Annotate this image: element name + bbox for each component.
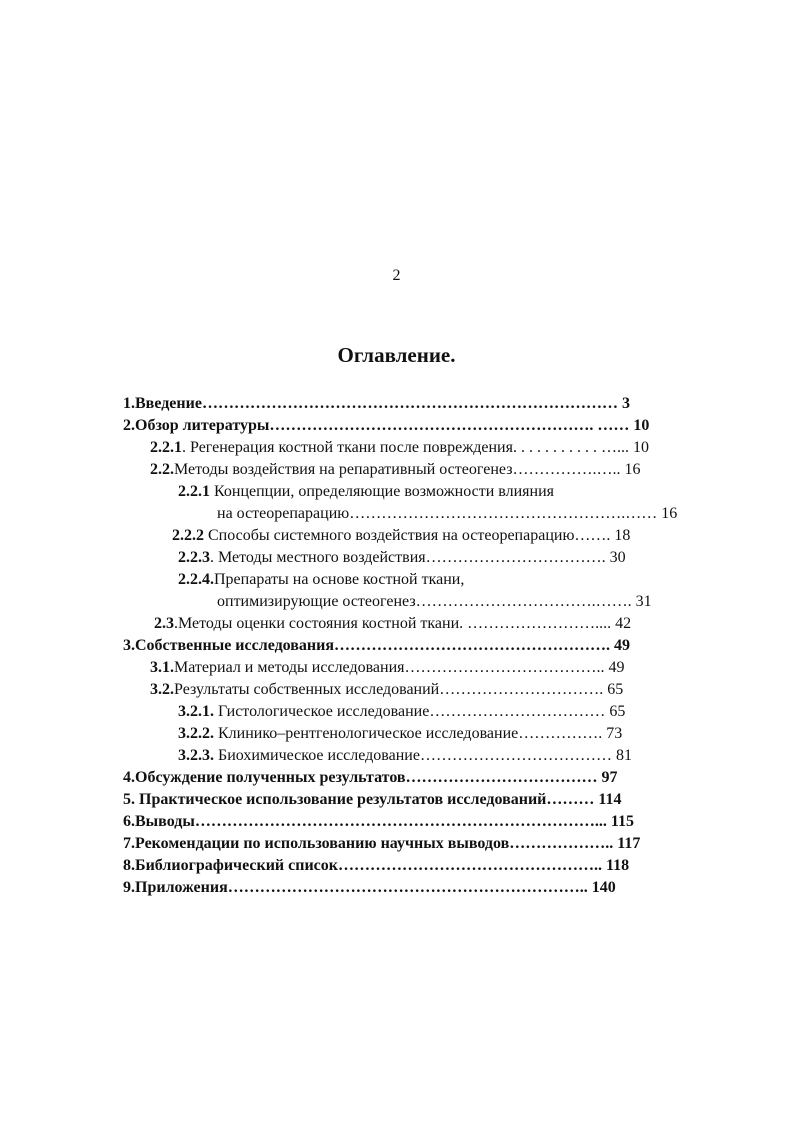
toc-entry-radiology[interactable] <box>178 724 622 744</box>
toc-entry-text: Практическое использование результатов исследований……… 114 <box>135 791 622 808</box>
toc-entry-text: Выводы…………………………………………………………………... 115 <box>135 813 634 830</box>
toc-entry-materials-methods[interactable] <box>150 658 625 678</box>
toc-entry-number: 2.2.1 <box>178 483 210 500</box>
toc-entry-number: 6. <box>123 813 135 830</box>
toc-entry-own-research[interactable] <box>123 636 630 656</box>
toc-entry-practical-use[interactable] <box>123 790 622 810</box>
toc-entry-number: 9. <box>123 879 135 896</box>
toc-entry-number: 7. <box>123 835 135 852</box>
toc-entry-number: 2.2.4. <box>178 571 214 588</box>
toc-entry-discussion[interactable] <box>123 768 618 788</box>
toc-entry-number: 3.2. <box>150 681 174 698</box>
toc-entry-histology[interactable] <box>178 702 625 722</box>
toc-entry-number: 2.2. <box>150 461 174 478</box>
toc-entry-text: Результаты собственных исследований…………………………. 65 <box>174 681 624 698</box>
toc-entry-text: Препараты на основе костной ткани, <box>214 571 465 588</box>
toc-entry-text: Клинико–рентгенологическое исследование……………. 73 <box>214 725 623 742</box>
toc-entry-number: 3.2.1. <box>178 703 214 720</box>
toc-entry-assessment-methods[interactable] <box>154 614 631 634</box>
toc-entry-text: Приложения………………………………………………………….. 140 <box>135 879 616 896</box>
toc-entry-text: Материал и методы исследования……………………………….. 49 <box>174 659 625 676</box>
toc-entry-reparative-methods[interactable] <box>150 460 641 480</box>
toc-entry-text: Библиографический список………………………………………….. 118 <box>135 857 630 874</box>
toc-entry-text: Обсуждение полученных результатов……………………………… 97 <box>135 769 618 786</box>
toc-entry-local-methods[interactable] <box>178 548 626 568</box>
toc-entry-text: Способы системного воздействия на остеорепарацию……. 18 <box>204 527 631 544</box>
toc-entry-number: 4. <box>123 769 135 786</box>
toc-entry-number: 3. <box>123 637 135 654</box>
toc-entry-research-results[interactable] <box>150 680 623 700</box>
toc-entry-number: 3.2.3. <box>178 747 214 764</box>
toc-entry-text: Методы воздействия на репаративный остеогенез…………….….. 16 <box>174 461 641 478</box>
toc-entry-text: Концепции, определяющие возможности влияния <box>210 483 554 500</box>
toc-entry-bibliography[interactable] <box>123 856 629 876</box>
toc-entry-bone-preparations[interactable] <box>178 570 464 590</box>
toc-entry-concepts[interactable] <box>178 482 554 502</box>
toc-entry-number: 1. <box>123 395 135 412</box>
toc-entry-text: Биохимическое исследование……………………………… 81 <box>214 747 632 764</box>
toc-entry-number: 2.2.3 <box>178 549 210 566</box>
toc-entry-biochemistry[interactable] <box>178 746 632 766</box>
toc-entry-number: 5. <box>123 791 135 808</box>
toc-entry-number: 2. <box>123 417 135 434</box>
toc-title: Оглавление. <box>337 343 456 367</box>
toc-entry-text: оптимизирующие остеогенез…………………………….……. 31 <box>217 593 652 610</box>
toc-entry-bone-regeneration[interactable] <box>150 438 649 458</box>
toc-entry-number: 2.2.1 <box>150 439 182 456</box>
toc-entry-number: 2.3 <box>154 615 174 632</box>
toc-entry-concepts-continuation[interactable] <box>217 504 677 524</box>
toc-entry-recommendations[interactable] <box>123 834 640 854</box>
toc-entry-text: на остеорепарацию…………………………………………….…… 16 <box>217 505 678 522</box>
toc-entry-number: 8. <box>123 857 135 874</box>
toc-entry-systemic-methods[interactable] <box>172 526 630 546</box>
toc-entry-conclusions[interactable] <box>123 812 634 832</box>
toc-entry-text: Обзор литературы……………………………………………………. …… 10 <box>135 417 650 434</box>
toc-entry-text: . Регенерация костной ткани после повреждения. . . . . . . . . . . …... 10 <box>182 439 649 456</box>
toc-entry-text: Введение…………………………………………………………………… 3 <box>135 395 630 412</box>
toc-entry-text: Собственные исследования……………………………………………. 49 <box>135 637 631 654</box>
toc-entry-text: Гистологическое исследование…………………………… 65 <box>214 703 626 720</box>
toc-entry-introduction[interactable] <box>123 394 630 414</box>
page-number: 2 <box>392 267 401 284</box>
toc-entry-text: .Методы оценки состояния костной ткани. …………………….... 42 <box>174 615 632 632</box>
toc-entry-text: Рекомендации по использованию научных выводов……………….. 117 <box>135 835 641 852</box>
toc-entry-number: 2.2.2 <box>172 527 204 544</box>
toc-entry-literature-review[interactable] <box>123 416 649 436</box>
toc-entry-number: 3.1. <box>150 659 174 676</box>
toc-entry-text: . Методы местного воздействия……………………………. 30 <box>210 549 626 566</box>
toc-entry-appendices[interactable] <box>123 878 616 898</box>
toc-entry-number: 3.2.2. <box>178 725 214 742</box>
toc-entry-bone-preparations-continuation[interactable] <box>217 592 652 612</box>
